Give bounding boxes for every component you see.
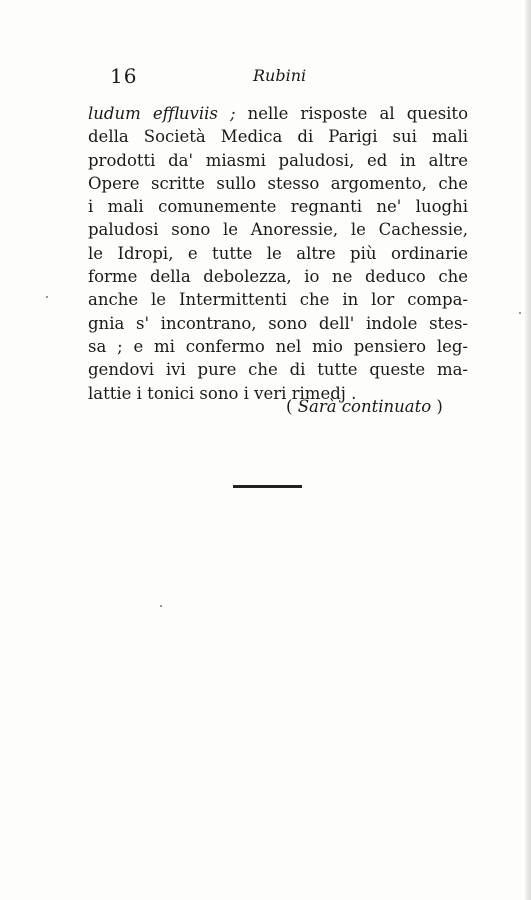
text-line: le Idropi, e tutte le altre più ordinarie bbox=[88, 243, 468, 263]
text-line: forme della debolezza, io ne deduco che bbox=[88, 267, 468, 287]
text-line: gendovi ivi pure che di tutte queste ma- bbox=[88, 360, 468, 380]
paper-speck bbox=[160, 605, 162, 607]
page-number: 16 bbox=[110, 64, 138, 88]
text-line bbox=[88, 102, 468, 125]
text-line: della Società Medica di Parigi sui mali bbox=[88, 127, 468, 147]
page-edge-shadow bbox=[525, 0, 531, 900]
text-line: i mali comunemente regnanti ne' luoghi bbox=[88, 197, 468, 217]
text-line: paludosi sono le Anoressie, le Cachessie, bbox=[88, 220, 468, 240]
running-title: Rubini bbox=[253, 66, 307, 85]
text-line-roman: nelle risposte al quesito bbox=[235, 104, 469, 123]
to-be-continued-note bbox=[286, 397, 443, 416]
body-text bbox=[88, 102, 468, 405]
section-end-rule bbox=[233, 485, 302, 488]
note-open-paren: ( bbox=[286, 397, 298, 416]
paper-speck bbox=[46, 296, 48, 298]
text-line: sa ; e mi confermo nel mio pensiero leg- bbox=[88, 336, 468, 356]
note-text: Sarà continuato bbox=[297, 397, 432, 416]
text-line: lattie i tonici sono i veri rimedj . bbox=[88, 383, 357, 403]
text-line: prodotti da' miasmi paludosi, ed in altre bbox=[88, 150, 468, 170]
paper-speck bbox=[519, 312, 521, 314]
note-close-paren: ) bbox=[431, 397, 443, 416]
text-line: anche le Intermittenti che in lor compa- bbox=[88, 290, 468, 310]
text-line-italic: ludum effluviis ; bbox=[88, 104, 236, 123]
text-line: Opere scritte sullo stesso argomento, che bbox=[88, 173, 468, 193]
text-line: gnia s' incontrano, sono dell' indole stes- bbox=[88, 313, 468, 333]
